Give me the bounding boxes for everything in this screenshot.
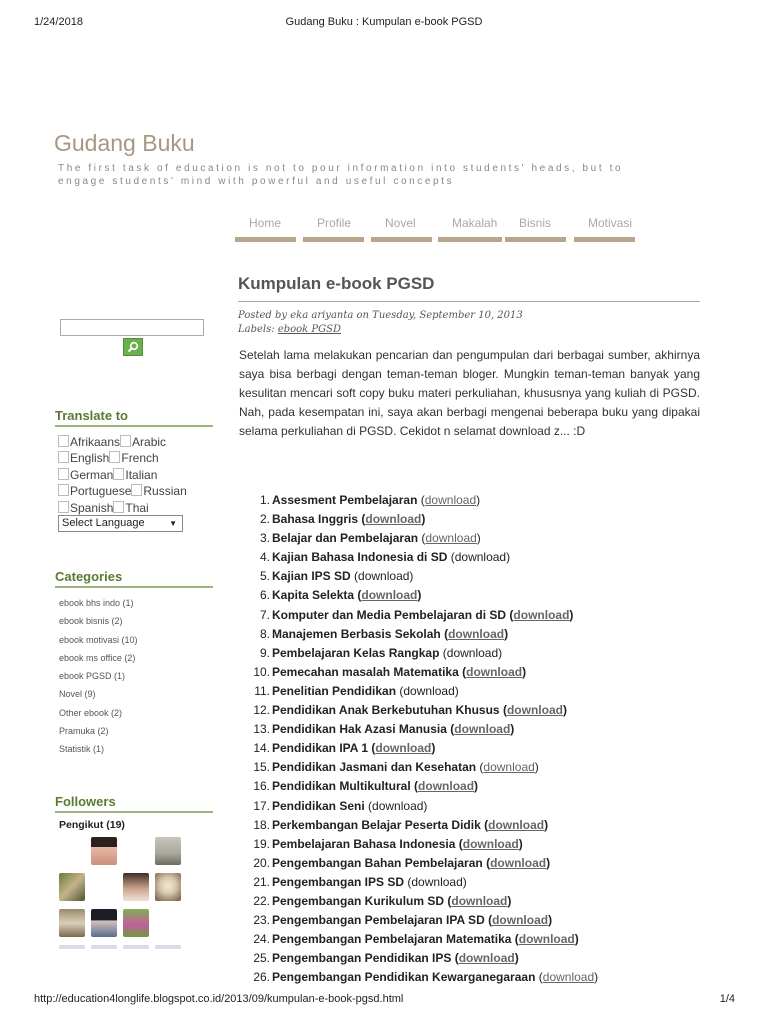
follower-avatar[interactable] [155,873,181,901]
paren-open: ( [440,626,449,641]
paren-close: ) [417,588,422,603]
ebook-title: Perkembangan Belajar Peserta Didik [272,817,481,832]
print-header [0,16,768,32]
labels-prefix: Labels: [238,324,278,335]
paren-close: ) [544,817,549,832]
nav-motivasi[interactable]: Motivasi [574,212,635,242]
ebook-title: Pengembangan Pendidikan IPS [272,951,452,966]
paren-open: ( [439,645,447,660]
download-link: download [454,550,507,565]
ebook-title: Pendidikan Multikultural [272,779,411,794]
ebook-title: Komputer dan Media Pembelajaran di SD [272,607,507,622]
paren-close: ) [507,893,512,908]
translate-language-label: Portuguese [70,484,132,499]
follower-avatar[interactable] [123,909,149,937]
ebook-item [239,586,598,605]
paren-close: ) [474,779,479,794]
paren-close: ) [462,874,467,889]
paren-close: ) [476,493,481,507]
ebook-number: 7. [259,607,270,622]
broken-image-icon [113,501,124,513]
translate-link-german[interactable] [58,467,113,483]
paren-close: ) [514,951,519,966]
ebook-title: Pembelajaran Kelas Rangkap [272,645,440,660]
translate-link-italian[interactable] [113,467,157,483]
translate-link-thai[interactable] [113,500,148,516]
search-input[interactable] [60,319,204,336]
paren-close: ) [546,855,551,870]
ebook-item [239,529,598,548]
category-item[interactable]: ebook ms office (2) [59,652,136,663]
language-select-value: Select Language [62,517,145,529]
nav-home[interactable]: Home [235,212,296,242]
follower-avatar[interactable] [59,873,85,901]
paren-open: ( [404,874,412,889]
ebook-number: 14. [253,741,270,756]
paren-open: ( [358,512,366,527]
translate-link-english[interactable] [58,450,109,466]
post-labels [238,324,341,335]
download-link[interactable]: download [365,512,422,527]
follower-avatar[interactable] [155,837,181,865]
category-item[interactable]: ebook PGSD (1) [59,671,126,682]
download-link[interactable]: download [518,932,575,947]
download-link[interactable]: download [462,836,519,851]
follower-avatar[interactable] [91,837,117,865]
paren-close: ) [569,607,574,622]
broken-image-icon [58,435,69,447]
paren-close: ) [431,741,436,756]
translate-language-label: Italian [125,467,158,482]
ebook-item [239,510,598,529]
category-item[interactable]: ebook bhs indo (1) [59,598,134,608]
paren-open: ( [484,913,493,928]
ebook-number: 20. [253,855,270,870]
post-meta [238,310,523,321]
categories-heading: Categories [55,569,123,584]
paren-close: ) [454,683,459,698]
ebook-title: Manajemen Berbasis Sekolah [272,626,441,641]
ebook-title: Pemecahan masalah Matematika [272,664,459,679]
ebook-item [239,797,598,816]
download-link[interactable]: download [506,703,563,718]
followers-count: Pengikut (19) [59,819,125,831]
ebook-list [239,491,598,987]
broken-image-icon [131,484,142,496]
ebook-item [239,816,598,835]
paren-open: ( [511,932,519,947]
ebook-number: 11. [254,683,270,698]
download-link: download [403,683,455,698]
ebook-number: 13. [253,722,270,737]
translate-language-label: Russian [143,484,187,499]
ebook-number: 16. [253,779,270,794]
follower-avatar[interactable] [59,909,85,937]
ebook-number: 18. [253,817,270,832]
download-link[interactable]: download [513,607,570,622]
paren-close: ) [498,645,503,660]
translate-links [58,434,218,516]
ebook-item [239,968,598,987]
download-link: download [358,569,410,584]
ebook-title: Pendidikan Anak Berkebutuhan Khusus [272,703,500,718]
download-link[interactable]: download [424,493,477,507]
translate-language-label: Thai [125,500,149,515]
paren-open: ( [499,703,507,718]
ebook-number: 25. [253,951,270,966]
translate-language-label: French [121,451,159,466]
ebook-title: Pendidikan Seni [272,798,365,813]
translate-rule [55,425,213,427]
category-item[interactable]: Other ebook (2) [59,707,123,718]
download-link[interactable]: download [483,760,535,775]
ebook-number: 24. [253,932,270,947]
ebook-item [239,777,598,796]
language-select[interactable] [58,515,183,532]
followers-rule [55,811,213,813]
paren-open: ( [350,569,359,584]
download-link[interactable]: download [448,626,505,641]
ebook-number: 19. [253,836,270,851]
ebook-title: Pendidikan Hak Azasi Manusia [272,722,447,737]
label-link[interactable]: ebook PGSD [277,324,341,335]
paren-open: ( [417,493,425,507]
ebook-number: 12. [253,703,270,718]
paren-close: ) [522,664,527,679]
follower-avatar[interactable] [123,873,149,901]
paren-open: ( [476,760,484,775]
ebook-item [239,644,598,663]
broken-image-icon [113,468,124,480]
ebook-number: 5. [259,569,270,584]
ebook-number: 23. [253,913,270,928]
download-link[interactable]: download [454,722,511,737]
ebook-number: 8. [259,626,270,641]
download-link: download [411,874,463,889]
ebook-title: Pengembangan Pembelajaran IPA SD [272,913,485,928]
ebook-title: Pengembangan Pendidikan Kewarganegaraan [272,970,536,985]
category-item[interactable]: Statistik (1) [59,744,105,755]
ebook-number: 17. [253,798,270,813]
ebook-item [239,701,598,720]
search-icon [127,341,139,353]
paren-close: ) [574,932,579,947]
paren-close: ) [548,913,553,928]
translate-language-label: Afrikaans [70,435,121,449]
paren-open: ( [447,550,455,565]
ebook-number: 9. [259,645,270,660]
download-link[interactable]: download [466,664,523,679]
download-link[interactable]: download [488,817,545,832]
paren-open: ( [444,893,452,908]
ebook-item [239,835,598,854]
ebook-title: Assesment Pembelajaran [272,493,418,507]
post-author: eka ariyanta [290,310,354,321]
download-link: download [372,798,424,813]
follower-avatar[interactable] [155,945,181,949]
paren-open: ( [451,951,459,966]
ebook-number: 6. [259,588,270,603]
paren-close: ) [518,836,523,851]
nav-makalah[interactable]: Makalah [438,212,502,242]
print-page-title: Gudang Buku : Kumpulan e-book PGSD [285,16,483,28]
paren-open: ( [480,817,489,832]
ebook-number: 15. [253,760,270,775]
ebook-item [239,663,598,682]
translate-link-afrikaans[interactable] [58,434,120,450]
translate-language-label: German [70,467,114,482]
paren-open: ( [506,607,514,622]
paren-close: ) [421,512,426,527]
follower-avatar[interactable] [91,945,117,949]
ebook-item [239,892,598,911]
followers-heading: Followers [55,794,116,809]
category-item[interactable]: Novel (9) [59,689,96,700]
paren-close: ) [504,626,509,641]
post-date: Tuesday, September 10, 2013 [372,310,523,321]
ebook-title: Pendidikan Jasmani dan Kesehatan [272,760,477,775]
ebook-number: 3. [259,531,270,546]
ebook-item [239,911,598,930]
paren-open: ( [396,683,404,698]
posted-prefix: Posted by [238,310,291,321]
print-footer [0,993,768,1009]
category-item[interactable]: Pramuka (2) [59,726,109,737]
paren-open: ( [535,970,543,985]
translate-link-french[interactable] [109,450,158,466]
ebook-title: Pengembangan Kurikulum SD [272,893,445,908]
download-link[interactable]: download [492,913,549,928]
translate-language-label: Spanish [70,500,114,515]
download-link[interactable]: download [418,779,475,794]
paren-open: ( [410,779,419,794]
follower-avatar[interactable] [59,945,85,949]
paren-close: ) [510,722,515,737]
title-divider [238,301,700,302]
follower-avatar[interactable] [123,945,149,949]
nav-bisnis[interactable]: Bisnis [505,212,566,242]
ebook-number: 4. [259,550,270,565]
ebook-item [239,567,598,586]
paren-close: ) [409,569,414,584]
ebook-number: 10. [253,664,270,679]
broken-image-icon [120,435,131,447]
ebook-title: Kajian IPS SD [272,569,351,584]
ebook-title: Penelitian Pendidikan [272,683,397,698]
translate-link-arabic[interactable] [120,434,166,450]
paren-close: ) [534,760,539,775]
ebook-item [239,949,598,968]
post-title: Kumpulan e-book PGSD [238,274,435,293]
ebook-item [239,873,598,892]
category-item[interactable]: ebook bisnis (2) [59,616,123,627]
paren-open: ( [418,531,426,546]
print-date: 1/24/2018 [34,16,83,28]
categories-list [59,594,138,759]
translate-heading: Translate to [55,408,128,423]
download-link: download [446,645,499,660]
download-link[interactable]: download [451,893,508,908]
paren-close: ) [562,703,567,718]
post-intro: Setelah lama melakukan pencarian dan pengumpulan dari berbagai sumber, akhirnya saya bisa berbagi dengan teman-teman bloger. Mungkin teman-teman banyak yang kesulitan mencari soft copy buku materi perkuliahan, khususnya yang kuliah di PGSD. Nah, pada kesempatan ini, saya akan berbagi mengenai beberapa buku yang dipakai selama perkuliahan di PGSD. Cekidot n selamat download z... :D [239,348,700,438]
paren-open: ( [446,722,455,737]
download-link[interactable]: download [458,951,515,966]
ebook-title: Kajian Bahasa Indonesia di SD [272,550,448,565]
ebook-title: Pembelajaran Bahasa Indonesia [272,836,456,851]
paren-open: ( [458,664,467,679]
posted-on: on [353,310,373,321]
translate-language-label: Arabic [132,435,167,449]
ebook-number: 26. [253,970,270,985]
print-url: http://education4longlife.blogspot.co.id/2013/09/kumpulan-e-book-pgsd.html [34,993,404,1005]
broken-image-icon [58,501,69,513]
translate-link-spanish[interactable] [58,500,113,516]
ebook-title: Pengembangan Pembelajaran Matematika [272,932,512,947]
download-link[interactable]: download [425,531,477,546]
paren-close: ) [594,970,599,985]
download-link[interactable]: download [490,855,547,870]
translate-link-russian[interactable] [131,483,186,499]
ebook-item [239,606,598,625]
ebook-title: Bahasa Inggris [272,512,359,527]
broken-image-icon [109,451,120,463]
follower-avatar[interactable] [91,909,117,937]
paren-open: ( [455,836,463,851]
nav-profile[interactable]: Profile [303,212,364,242]
ebook-item [239,548,598,567]
download-link[interactable]: download [361,588,418,603]
ebook-item [239,854,598,873]
paren-close: ) [423,798,428,813]
paren-close: ) [476,531,481,546]
blog-title[interactable]: Gudang Buku [54,130,195,156]
broken-image-icon [58,484,69,496]
ebook-item [239,682,598,701]
broken-image-icon [58,468,69,480]
translate-language-label: English [70,451,110,466]
ebook-item [239,720,598,739]
chevron-down-icon: ▼ [169,519,177,528]
ebook-title: Kapita Selekta [272,588,355,603]
ebook-number: 1. [259,493,270,507]
ebook-item [239,625,598,644]
ebook-title: Belajar dan Pembelajaran [272,531,419,546]
paren-open: ( [368,741,376,756]
ebook-item [239,739,598,758]
categories-rule [55,586,213,588]
print-page-number: 1/4 [719,993,735,1005]
ebook-item [239,758,598,777]
blog-tagline: The first task of education is not to pour information into students' heads, but to engage students' mind with powerful and useful concepts [58,163,624,187]
ebook-title: Pengembangan Bahan Pembelajaran [272,855,483,870]
translate-link-portuguese[interactable] [58,483,131,499]
download-link[interactable]: download [542,970,595,985]
paren-close: ) [506,550,511,565]
ebook-item [239,491,598,510]
download-link[interactable]: download [375,741,432,756]
ebook-title: Pengembangan IPS SD [272,874,405,889]
nav-novel[interactable]: Novel [371,212,432,242]
paren-open: ( [364,798,373,813]
ebook-title: Pendidikan IPA 1 [272,741,369,756]
ebook-number: 2. [259,512,270,527]
paren-open: ( [482,855,491,870]
ebook-number: 21. [253,874,270,889]
search-button[interactable] [123,338,143,356]
ebook-number: 22. [253,893,270,908]
category-item[interactable]: ebook motivasi (10) [59,634,138,645]
paren-open: ( [354,588,362,603]
ebook-item [239,930,598,949]
broken-image-icon [58,451,69,463]
